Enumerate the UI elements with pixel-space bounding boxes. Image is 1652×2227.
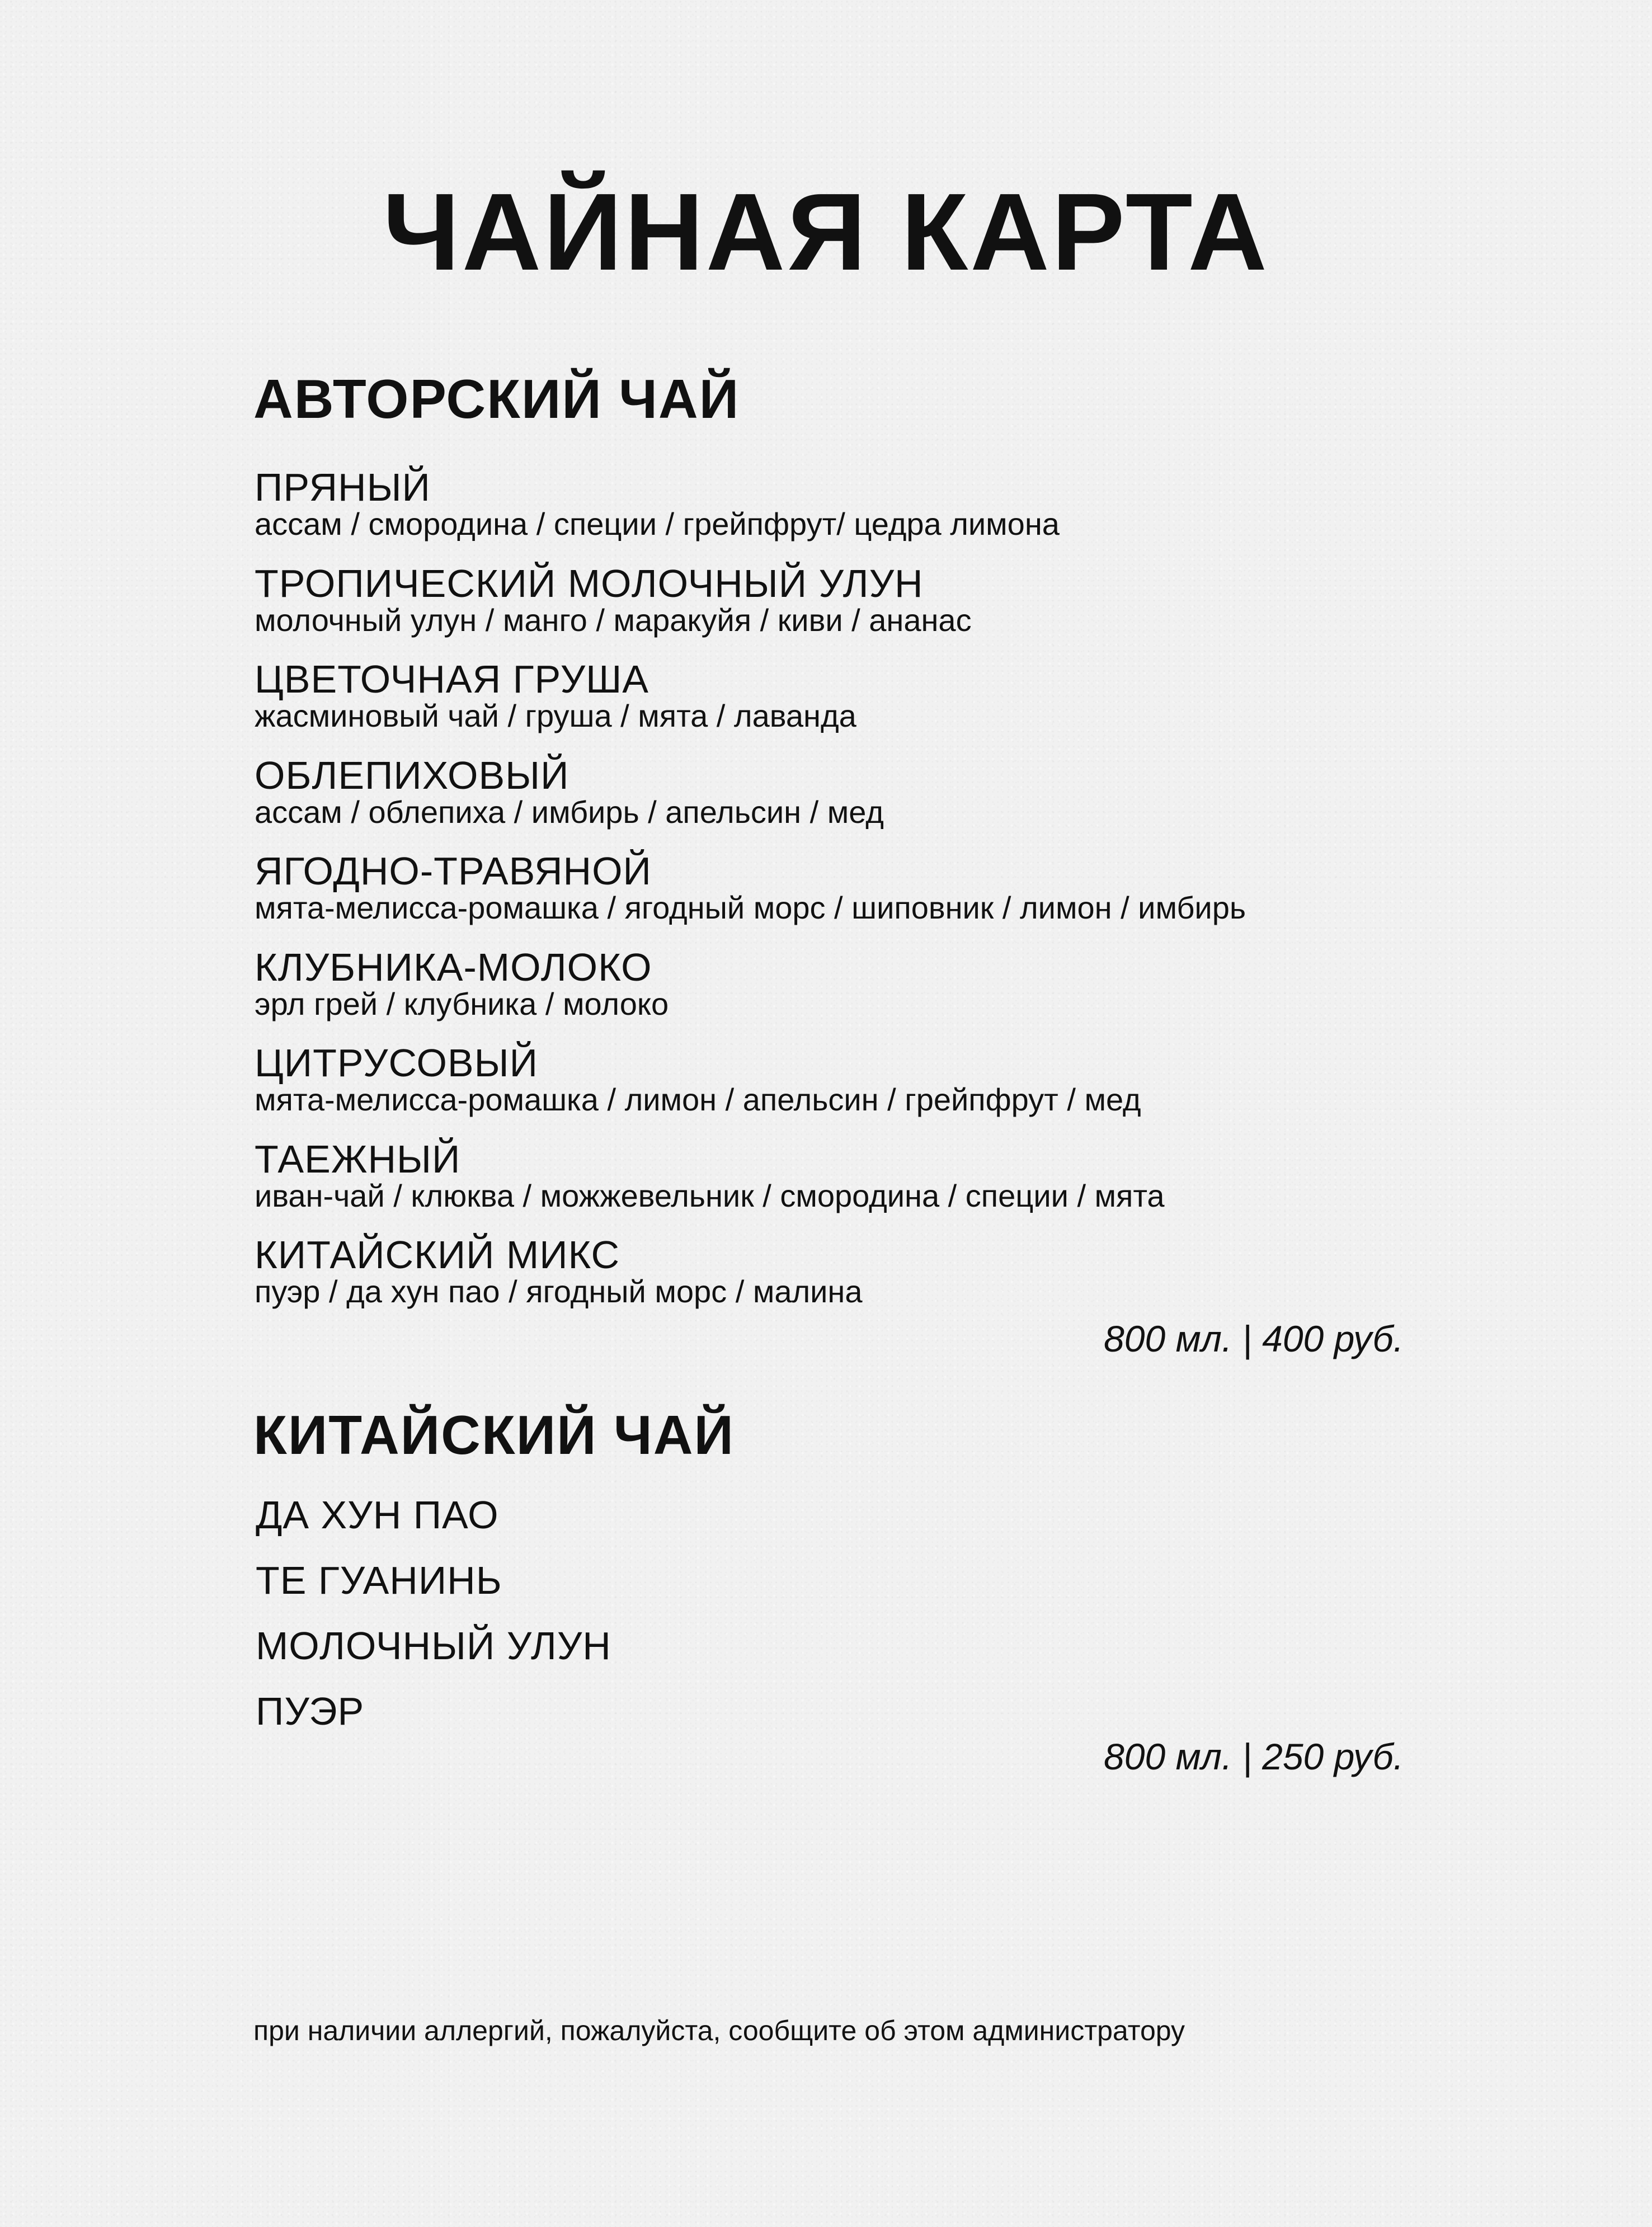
chinese-tea-list <box>256 1482 611 1744</box>
menu-item <box>255 1137 1429 1233</box>
signature-tea-list <box>255 465 1429 1329</box>
menu-item <box>255 849 1429 945</box>
menu-item <box>255 562 1429 658</box>
list-item: ПУЭР <box>256 1689 365 1733</box>
menu-item-description: молочный улун / манго / маракуйя / киви / ананас <box>255 602 972 638</box>
chinese-tea-heading: КИТАЙСКИЙ ЧАЙ <box>253 1404 735 1466</box>
menu-item-name: КЛУБНИКА-МОЛОКО <box>255 945 652 989</box>
allergy-note: при наличии аллергий, пожалуйста, сообщите об этом администратору <box>253 2015 1185 2046</box>
menu-item-name: КИТАЙСКИЙ МИКС <box>255 1233 620 1277</box>
signature-tea-price: 800 мл. | 400 руб. <box>1104 1318 1404 1359</box>
menu-item-description: мята-мелисса-ромашка / лимон / апельсин / грейпфрут / мед <box>255 1082 1141 1117</box>
menu-item-name: ОБЛЕПИХОВЫЙ <box>255 753 570 797</box>
menu-item-description: ассам / облепиха / имбирь / апельсин / мед <box>255 794 884 830</box>
menu-item-name: ЯГОДНО-ТРАВЯНОЙ <box>255 849 652 893</box>
menu-item-description: мята-мелисса-ромашка / ягодный морс / шиповник / лимон / имбирь <box>255 890 1246 925</box>
list-item: МОЛОЧНЫЙ УЛУН <box>256 1624 611 1668</box>
menu-item-description: жасминовый чай / груша / мята / лаванда <box>255 698 856 733</box>
page-title: ЧАЙНАЯ КАРТА <box>383 171 1269 293</box>
menu-item-name: ТРОПИЧЕСКИЙ МОЛОЧНЫЙ УЛУН <box>255 561 924 605</box>
menu-item-name: ПРЯНЫЙ <box>255 465 431 509</box>
menu-item <box>255 1233 1429 1329</box>
chinese-tea-price: 800 мл. | 250 руб. <box>1104 1736 1404 1777</box>
list-item: ТЕ ГУАНИНЬ <box>256 1559 502 1602</box>
menu-item-name: ЦИТРУСОВЫЙ <box>255 1041 538 1085</box>
list-item: ДА ХУН ПАО <box>256 1493 499 1537</box>
menu-item <box>255 1041 1429 1137</box>
menu-item <box>255 657 1429 754</box>
menu-item-description: пуэр / да хун пао / ягодный морс / малина <box>255 1274 863 1309</box>
menu-item <box>255 754 1429 850</box>
menu-item-name: ТАЕЖНЫЙ <box>255 1137 461 1181</box>
menu-item-description: эрл грей / клубника / молоко <box>255 986 669 1021</box>
menu-item-description: ассам / смородина / специи / грейпфрут/ цедра лимона <box>255 506 1060 542</box>
menu-item <box>255 945 1429 1042</box>
menu-item-description: иван-чай / клюква / можжевельник / смородина / специи / мята <box>255 1178 1165 1213</box>
menu-item <box>255 465 1429 562</box>
signature-tea-heading: АВТОРСКИЙ ЧАЙ <box>253 368 740 430</box>
menu-item-name: ЦВЕТОЧНАЯ ГРУША <box>255 657 649 701</box>
